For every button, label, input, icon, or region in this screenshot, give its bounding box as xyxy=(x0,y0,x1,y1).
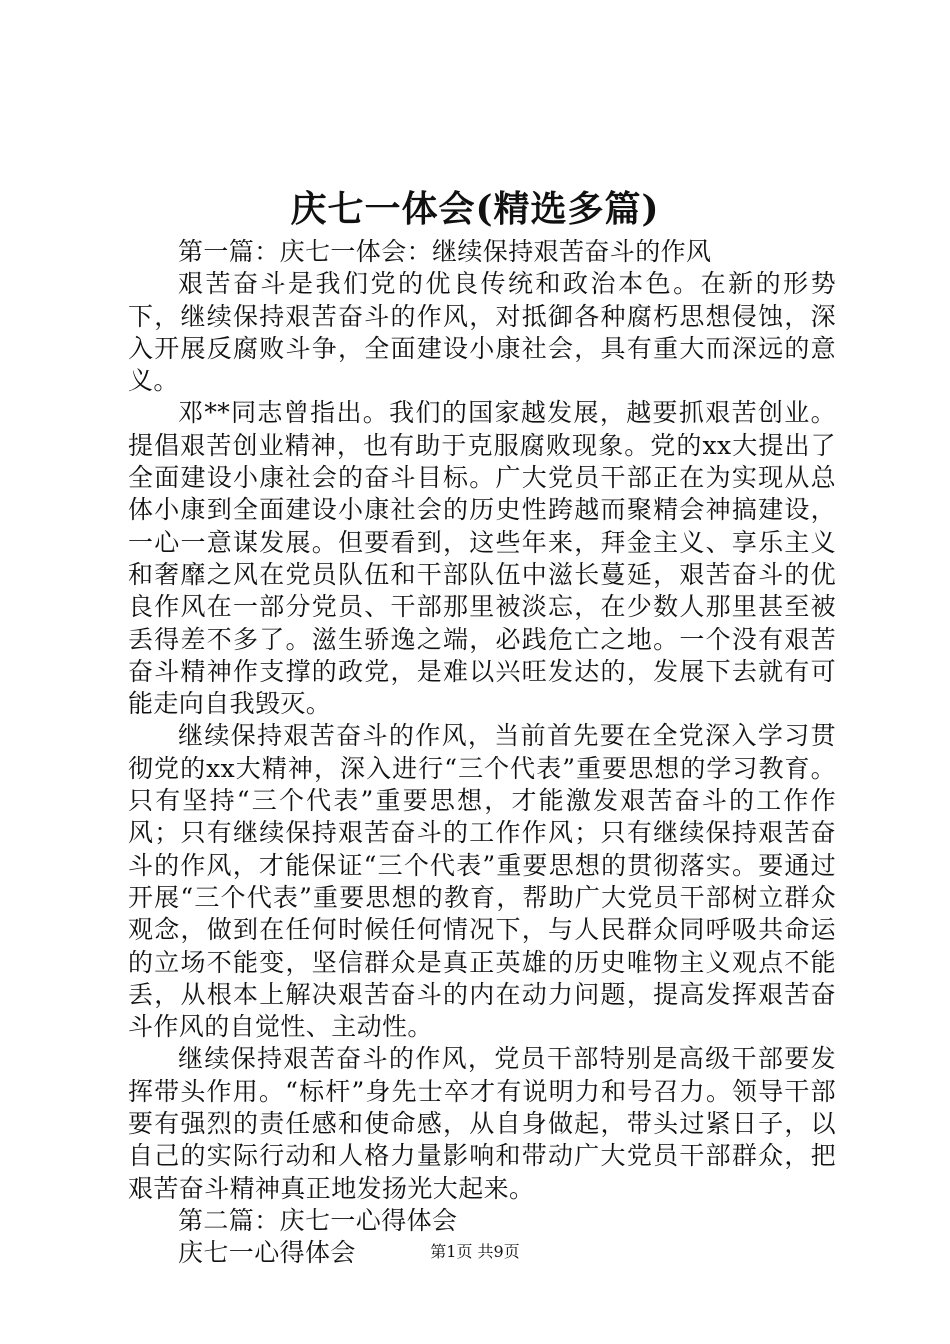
section-heading-2: 第二篇：庆七一心得体会 xyxy=(178,1205,458,1235)
paragraph-4: 继续保持艰苦奋斗的作风，党员干部特别是高级干部要发挥带头作用。“标杆”身先士卒才有说明力和号召力。领导干部要有强烈的责任感和使命感，从自身做起，带头过紧日子，以自己的实际行动和人格力量影响和带动广大党员干部群众，把艰苦奋斗精神真正地发扬光大起来。 xyxy=(128,1044,836,1203)
section-heading-1: 第一篇：庆七一体会：继续保持艰苦奋斗的作风 xyxy=(178,237,712,266)
page-number: 第1页 xyxy=(430,1242,473,1261)
paragraph-1: 艰苦奋斗是我们党的优良传统和政治本色。在新的形势下，继续保持艰苦奋斗的作风，对抵御各种腐朽思想侵蚀，深入开展反腐败斗争，全面建设小康社会，具有重大而深远的意义。 xyxy=(128,269,836,396)
page-footer xyxy=(0,1241,950,1263)
paragraph-3: 继续保持艰苦奋斗的作风，当前首先要在全党深入学习贯彻党的xx大精神，深入进行“三个代表”重要思想的学习教育。只有坚持“三个代表”重要思想，才能激发艰苦奋斗的工作作风；只有继续保持艰苦奋斗的工作作风；只有继续保持艰苦奋斗的作风，才能保证“三个代表”重要思想的贯彻落实。要通过开展“三个代表”重要思想的教育，帮助广大党员干部树立群众观念，做到在任何时候任何情况下，与人民群众同呼吸共命运的立场不能变，坚信群众是真正英雄的历史唯物主义观点不能丢，从根本上解决艰苦奋斗的内在动力问题，提高发挥艰苦奋斗作风的自觉性、主动性。 xyxy=(128,721,836,1042)
paragraph-2: 邓**同志曾指出。我们的国家越发展，越要抓艰苦创业。提倡艰苦创业精神，也有助于克服腐败现象。党的xx大提出了全面建设小康社会的奋斗目标。广大党员干部正在为实现从总体小康到全面建设小康社会的历史性跨越而聚精会神搞建设，一心一意谋发展。但要看到，这些年来，拜金主义、享乐主义和奢靡之风在党员队伍和干部队伍中滋长蔓延，艰苦奋斗的优良作风在一部分党员、干部那里被淡忘，在少数人那里甚至被丢得差不多了。滋生骄逸之端，必践危亡之地。一个没有艰苦奋斗精神作支撑的政党，是难以兴旺发达的，发展下去就有可能走向自我毁灭。 xyxy=(128,398,836,719)
page-total: 共9页 xyxy=(477,1242,520,1261)
paragraph-5: 庆七一心得体会 xyxy=(178,1238,356,1268)
document-title: 庆七一体会(精选多篇) xyxy=(290,188,660,230)
document-body xyxy=(128,236,836,1270)
